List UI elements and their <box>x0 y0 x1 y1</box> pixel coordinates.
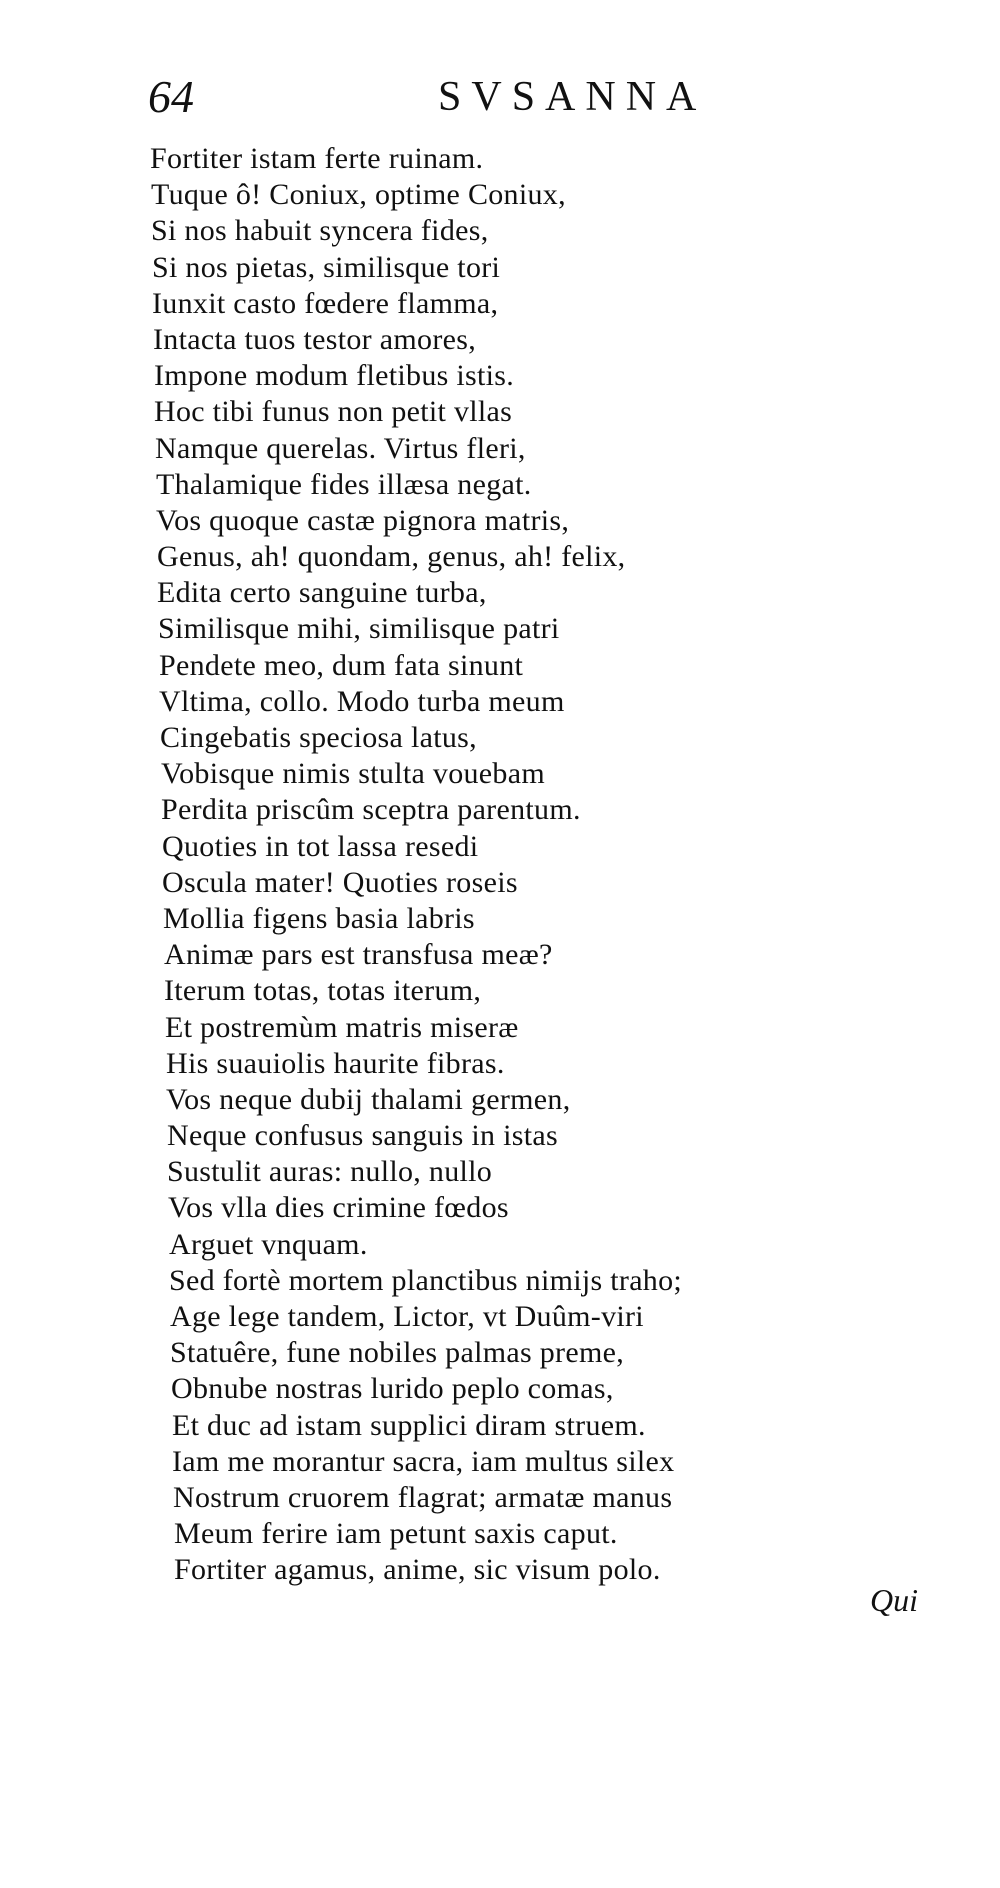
verse-line: Vos quoque castæ pignora matris, <box>156 503 570 537</box>
verse-line: Vobisque nimis stulta vouebam <box>161 757 545 791</box>
verse-line: Fortiter istam ferte ruinam. <box>150 142 484 175</box>
verse-line: Intacta tuos testor amores, <box>153 322 476 356</box>
verse-line: Vos vlla dies crimine fœdos <box>168 1191 509 1225</box>
verse-line: Iam me morantur sacra, iam multus silex <box>172 1444 675 1478</box>
verse-line: Obnube nostras lurido peplo comas, <box>171 1372 614 1406</box>
verse-line: Edita certo sanguine turba, <box>157 576 487 610</box>
verse-line: Impone modum fletibus istis. <box>154 359 515 393</box>
verse-line: Tuque ô! Coniux, optime Coniux, <box>151 178 566 212</box>
verse-line: Pendete meo, dum fata sinunt <box>159 648 524 682</box>
running-title: SVSANNA <box>438 74 707 120</box>
verse-line: Perdita priscûm sceptra parentum. <box>161 793 581 827</box>
verse-line: Nostrum cruorem flagrat; armatæ manus <box>173 1480 673 1514</box>
verse-line: Sustulit auras: nullo, nullo <box>167 1155 493 1189</box>
verse-line: Similisque mihi, similisque patri <box>158 612 560 646</box>
verse-line: Quoties in tot lassa resedi <box>162 829 479 863</box>
verse-line: His suauiolis haurite fibras. <box>166 1046 505 1080</box>
verse-line: Meum ferire iam petunt saxis caput. <box>174 1517 618 1551</box>
verse-line: Et duc ad istam supplici diram struem. <box>172 1408 646 1442</box>
verse-line: Oscula mater! Quoties roseis <box>162 865 518 899</box>
verse-line: Namque querelas. Virtus fleri, <box>155 431 526 465</box>
verse-line: Si nos pietas, similisque tori <box>152 250 501 284</box>
verse-line: Statuêre, fune nobiles palmas preme, <box>170 1336 624 1370</box>
verse-line: Iterum totas, totas iterum, <box>164 974 482 1008</box>
verse-line: Mollia figens basia labris <box>163 901 475 935</box>
verse-line: Si nos habuit syncera fides, <box>151 214 489 248</box>
page-number: 64 <box>148 71 194 122</box>
verse-line: Vltima, collo. Modo turba meum <box>159 684 565 718</box>
verse-line: Fortiter agamus, anime, sic visum polo. <box>174 1553 661 1587</box>
catchword: Qui <box>870 1582 918 1618</box>
verse-line: Animæ pars est transfusa meæ? <box>164 938 553 972</box>
verse-line: Vos neque dubij thalami germen, <box>166 1082 571 1116</box>
page-header <box>148 72 758 122</box>
verse-line: Thalamique fides illæsa negat. <box>156 467 532 501</box>
verse-line: Iunxit casto fœdere flamma, <box>152 286 499 320</box>
verse-line: Genus, ah! quondam, genus, ah! felix, <box>157 540 626 574</box>
verse-line: Sed fortè mortem planctibus nimijs traho; <box>169 1263 683 1297</box>
verse-line: Age lege tandem, Lictor, vt Duûm-viri <box>170 1300 644 1333</box>
verse-line: Cingebatis speciosa latus, <box>160 721 477 754</box>
verse-line: Neque confusus sanguis in istas <box>167 1119 558 1153</box>
verse-text <box>0 141 1000 1589</box>
verse-line: Et postremùm matris miseræ <box>165 1010 519 1044</box>
verse-line: Hoc tibi funus non petit vllas <box>154 395 513 429</box>
verse-line: Arguet vnquam. <box>169 1227 368 1261</box>
